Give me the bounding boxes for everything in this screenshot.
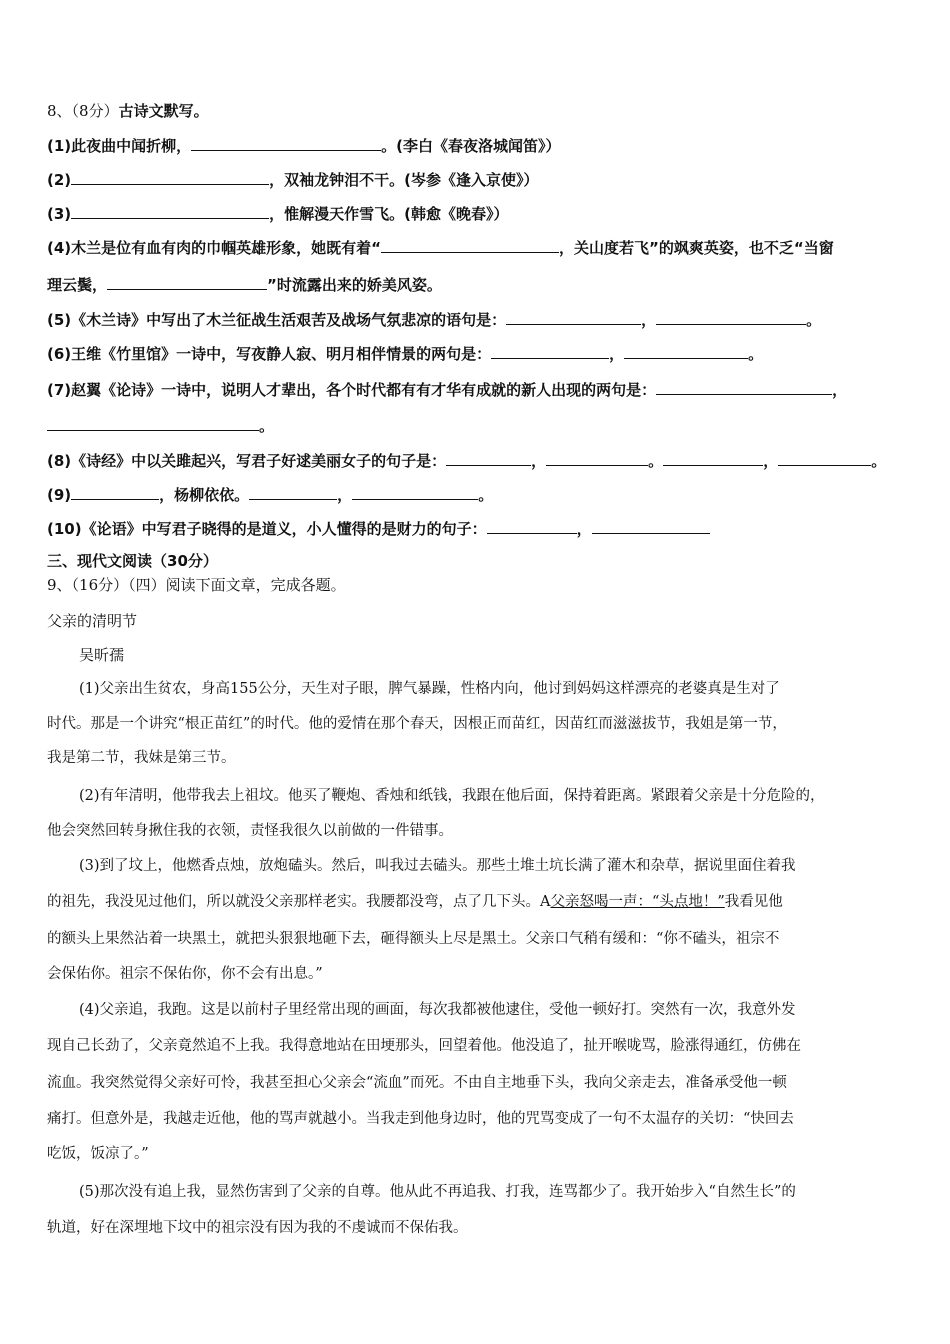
paragraph-4: 痛打。但意外是，我越走近他，他的骂声就越小。当我走到他身边时，他的咒骂变成了一句不太温存的关切：“快回去	[47, 1111, 794, 1127]
answer-blank[interactable]	[592, 519, 710, 534]
paragraph-4: (4)父亲追，我跑。这是以前村子里经常出现的画面，每次我都被他逮住，受他一顿好打。突然有一次，我意外发	[79, 1002, 796, 1018]
q8-item-3: (3) ，惟解漫天作雪飞。(韩愈《晚春》）	[47, 205, 509, 223]
q8-item-9: (9) ，杨柳依依。 ， 。	[47, 486, 494, 504]
q8-item-5: (5)《木兰诗》中写出了木兰征战生活艰苦及战场气氛悲凉的语句是： ， 。	[47, 311, 822, 329]
paragraph-1: 我是第二节，我妹是第三节。	[47, 750, 236, 766]
paragraph-1: 时代。那是一个讲究“根正苗红”的时代。他的爱情在那个春天，因根正而苗红，因苗红而滋滋拔节，我姐是第一节，	[47, 716, 787, 732]
article-title: 父亲的清明节	[47, 612, 138, 630]
q8-item-7: (7)赵翼《论诗》一诗中，说明人才辈出，各个时代都有有才华有成就的新人出现的两句是： ，	[47, 381, 848, 399]
article-author: 吴昕孺	[79, 646, 125, 664]
paragraph-3: 的祖先，我没见过他们，所以就没父亲那样老实。我腰都没弯，点了几下头。A父亲怒喝一声：“头点地！”我看见他	[47, 894, 783, 910]
paragraph-3: 的额头上果然沾着一块黑土，就把头狠狠地砸下去，砸得额头上尽是黑土。父亲口气稍有缓和：“你不磕头，祖宗不	[47, 931, 780, 947]
answer-blank[interactable]	[624, 344, 748, 359]
paragraph-4: 现自己长劲了，父亲竟然追不上我。我得意地站在田埂那头，回望着他。他没追了，扯开喉咙骂，脸涨得通红，仿佛在	[47, 1038, 801, 1054]
answer-blank[interactable]	[656, 380, 832, 395]
paragraph-5: (5)那次没有追上我，显然伤害到了父亲的自尊。他从此不再追我、打我，连骂都少了。我开始步入“自然生长”的	[79, 1184, 796, 1200]
q8-item-10: (10)《论语》中写君子晓得的是道义，小人懂得的是财力的句子： ，	[47, 519, 710, 539]
answer-blank[interactable]	[546, 451, 648, 466]
q8-item-4-cont: 理云鬓， ”时流露出来的娇美风姿。	[47, 276, 442, 294]
q9-header: 9、（16分）（四）阅读下面文章，完成各题。	[47, 576, 346, 594]
paragraph-1: (1)父亲出生贫农，身高155公分，天生对子眼，脾气暴躁，性格内向，他讨到妈妈这样漂亮的老婆真是生对了	[79, 681, 780, 697]
answer-blank[interactable]	[249, 485, 337, 500]
paragraph-2: 他会突然回转身揪住我的衣领，责怪我很久以前做的一件错事。	[47, 823, 453, 839]
q8-item-7-cont: 。	[47, 416, 274, 436]
q8-item-2: (2) ，双袖龙钟泪不干。(岑参《逢入京使》）	[47, 171, 539, 189]
answer-blank[interactable]	[107, 275, 267, 290]
answer-blank[interactable]	[778, 451, 871, 466]
answer-blank[interactable]	[656, 310, 806, 325]
paragraph-3: (3)到了坟上，他燃香点烛，放炮磕头。然后，叫我过去磕头。那些土堆土坑长满了灌木和杂草，据说里面住着我	[79, 858, 796, 874]
answer-blank[interactable]	[352, 485, 478, 500]
answer-blank[interactable]	[663, 451, 763, 466]
answer-blank[interactable]	[506, 310, 641, 325]
q8-header: 8、（8分）古诗文默写。	[47, 102, 209, 120]
answer-blank[interactable]	[71, 485, 159, 500]
paragraph-2: (2)有年清明，他带我去上祖坟。他买了鞭炮、香烛和纸钱，我跟在他后面，保持着距离。紧跟着父亲是十分危险的，	[79, 788, 825, 804]
answer-blank[interactable]	[71, 170, 269, 185]
paragraph-4: 吃饭，饭凉了。”	[47, 1146, 149, 1162]
answer-blank[interactable]	[191, 136, 381, 151]
underlined-sentence-a: 父亲怒喝一声：“头点地！”	[550, 894, 725, 910]
answer-blank[interactable]	[487, 519, 577, 534]
paragraph-5: 轨道，好在深埋地下坟中的祖宗没有因为我的不虔诚而不保佑我。	[47, 1220, 468, 1236]
q8-item-6: (6)王维《竹里馆》一诗中，写夜静人寂、明月相伴情景的两句是： ， 。	[47, 345, 764, 363]
q8-item-1: (1)此夜曲中闻折柳， 。(李白《春夜洛城闻笛》）	[47, 137, 561, 155]
answer-blank[interactable]	[381, 238, 559, 253]
answer-blank[interactable]	[47, 416, 259, 431]
paragraph-3: 会保佑你。祖宗不保佑你，你不会有出息。”	[47, 966, 323, 982]
q8-item-8: (8)《诗经》中以关雎起兴，写君子好逑美丽女子的句子是： ， 。 ， 。	[47, 452, 887, 470]
answer-blank[interactable]	[491, 344, 609, 359]
section-3-title: 三、现代文阅读（30分）	[47, 552, 218, 570]
q8-item-4: (4)木兰是位有血有肉的巾帼英雄形象，她既有着“ ，关山度若飞”的飒爽英姿，也不乏“当窗	[47, 239, 834, 257]
answer-blank[interactable]	[71, 204, 269, 219]
paragraph-4: 流血。我突然觉得父亲好可怜，我甚至担心父亲会“流血”而死。不由自主地垂下头，我向父亲走去，准备承受他一顿	[47, 1075, 787, 1091]
answer-blank[interactable]	[446, 451, 531, 466]
